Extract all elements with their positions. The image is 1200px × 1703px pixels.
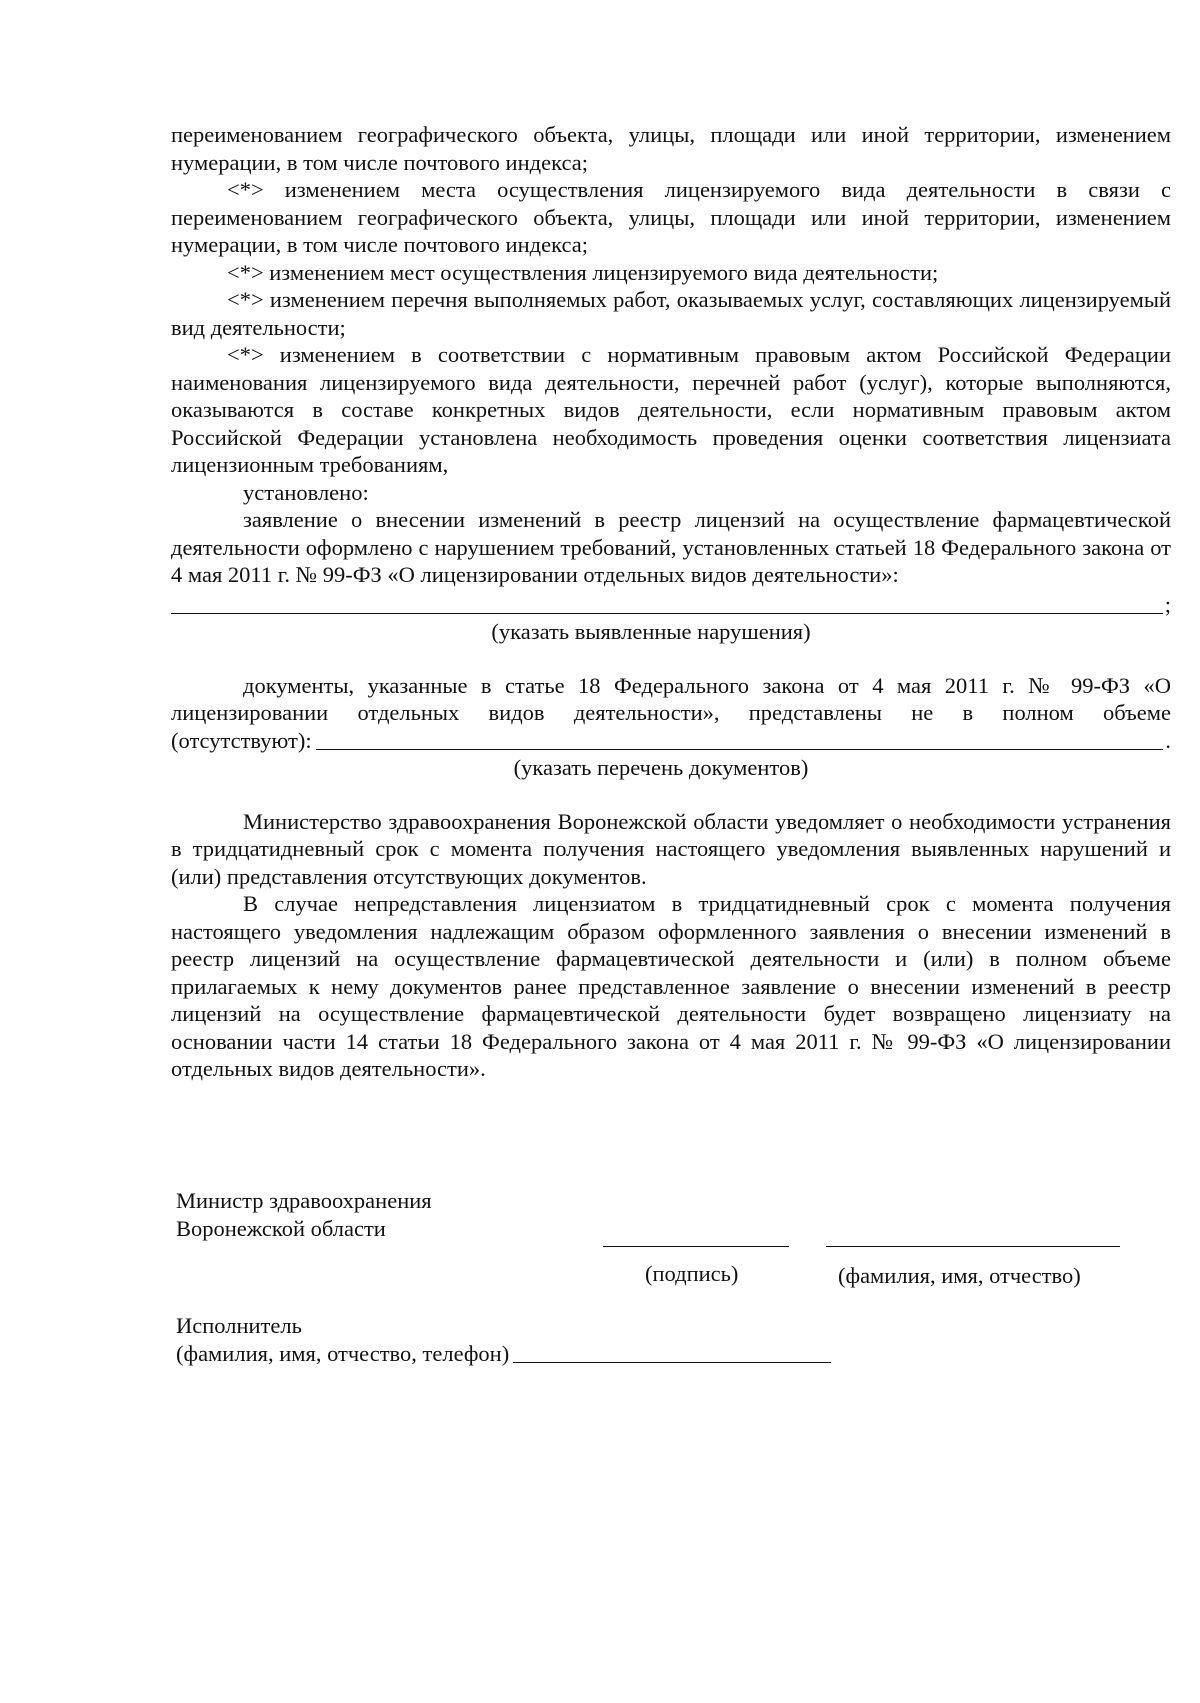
documents-missing-label: (отсутствуют):	[171, 727, 312, 753]
signatory-name-line[interactable]	[826, 1246, 1120, 1247]
documents-caption: (указать перечень документов)	[513, 755, 809, 780]
violations-caption: (указать выявленные нарушения)	[491, 619, 811, 644]
signature-line[interactable]	[603, 1246, 789, 1247]
document-body	[171, 121, 1171, 1083]
violations-fill-line[interactable]	[171, 591, 1171, 619]
documents-end-mark: .	[1165, 727, 1171, 753]
paragraph-change-places: <*> изменением мест осуществления лицензируемого вида деятельности;	[227, 259, 939, 285]
paragraph-ministry-notice: Министерство здравоохранения Воронежской области уведомляет о необходимости устранения в тридцатидневный срок с момента получения настоящего уведомления выявленных нарушений и (или) представления отсутствующих документов.	[171, 808, 1171, 889]
violations-blank[interactable]	[171, 591, 1163, 614]
executor-details-blank[interactable]	[513, 1342, 831, 1363]
executor-label: Исполнитель	[176, 1313, 302, 1338]
executor-block	[176, 1312, 831, 1367]
documents-fill-line[interactable]	[171, 727, 1171, 755]
paragraph-return-warning: В случае непредставления лицензиатом в тридцатидневный срок с момента получения настоящего уведомления надлежащим образом оформленного заявления о внесении изменений в реестр лицензий на осуществление фармацевтической деятельности и (или) в полном объеме прилагаемых к нему документов ранее представленное заявление о внесении изменений в реестр лицензий на осуществление фармацевтической деятельности будет возвращено лицензиату на основании части 14 статьи 18 Федерального закона от 4 мая 2011 г. № 99-ФЗ «О лицензировании отдельных видов деятельности».	[171, 891, 1171, 1081]
signatory-title-line2: Воронежской области	[176, 1215, 386, 1241]
violations-end-mark: ;	[1164, 591, 1171, 617]
documents-blank[interactable]	[316, 727, 1164, 750]
executor-details-row	[176, 1340, 831, 1368]
executor-details-label: (фамилия, имя, отчество, телефон)	[176, 1340, 510, 1366]
paragraph-change-by-normative-act: <*> изменением в соответствии с нормативным правовым актом Российской Федерации наименования лицензируемого вида деятельности, перечней работ (услуг), которые выполняются, оказываются в составе конкретных видов деятельности, если нормативным правовым актом Российской Федерации установлена необходимость проведения оценки соответствия лицензиата лицензионным требованиям,	[171, 342, 1171, 477]
paragraph-rename-address: переименованием географического объекта, улицы, площади или иной территории, изменением нумерации, в том числе почтового индекса;	[171, 122, 1171, 175]
paragraph-established: установлено:	[243, 479, 369, 505]
paragraph-application-violations: заявление о внесении изменений в реестр лицензий на осуществление фармацевтической деятельности оформлено с нарушением требований, установленных статьей 18 Федерального закона от 4 мая 2011 г. № 99-ФЗ «О лицензировании отдельных видов деятельности»:	[171, 507, 1171, 587]
paragraph-documents-incomplete: документы, указанные в статье 18 Федерального закона от 4 мая 2011 г. № 99-ФЗ «О лицензировании отдельных видов деятельности», представлены не в полном объеме	[171, 672, 1171, 725]
signatory-name-caption: (фамилия, имя, отчество)	[838, 1263, 1081, 1288]
signatory-title-line1: Министр здравоохранения	[176, 1188, 432, 1213]
signature-caption: (подпись)	[645, 1261, 739, 1286]
paragraph-change-works-list: <*> изменением перечня выполняемых работ, оказываемых услуг, составляющих лицензируемый вид деятельности;	[171, 287, 1171, 340]
paragraph-change-place: <*> изменением места осуществления лицензируемого вида деятельности в связи с переименованием географического объекта, улицы, площади или иной территории, изменением нумерации, в том числе почтового индекса;	[171, 177, 1171, 257]
signatory-title	[176, 1187, 432, 1242]
